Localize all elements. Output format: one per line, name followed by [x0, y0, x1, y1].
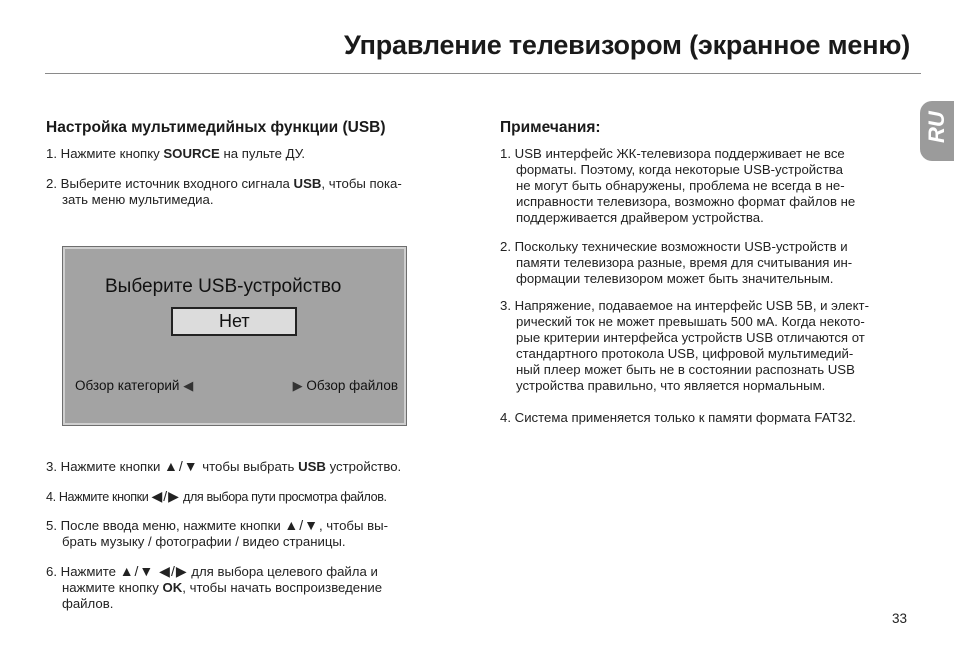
note-text: памяти телевизора разные, время для считывания ин-	[516, 255, 853, 270]
note-text: ный плеер может быть не в состоянии распознать USB	[516, 362, 855, 377]
right-arrow-icon: ▶	[292, 378, 303, 393]
step-text: Выберите источник входного сигнала	[60, 176, 294, 191]
step-number: 2.	[46, 176, 57, 191]
step-5	[46, 517, 466, 550]
step-text: , чтобы начать воспроизведение	[182, 580, 383, 595]
step-keyword: USB	[293, 176, 322, 191]
step-text: чтобы выбрать	[202, 459, 299, 474]
navigation-arrows-icon: ▲/▼ ◀/▶	[119, 563, 188, 579]
note-text: поддерживается драйвером устройства.	[516, 210, 764, 225]
step-text: Нажмите кнопку	[60, 146, 164, 161]
device-option-button[interactable]: Нет	[171, 307, 297, 336]
note-text: Система применяется только к памяти формата FAT32.	[514, 410, 856, 425]
step-text: Нажмите кнопки	[58, 490, 152, 504]
up-down-arrows-icon: ▲/▼	[284, 517, 319, 533]
note-text: Напряжение, подаваемое на интерфейс USB 5В, и элект-	[514, 298, 869, 313]
page-number: 33	[891, 611, 907, 626]
header-divider	[45, 73, 921, 74]
note-text: не могут быть обнаружены, проблема не всегда в не-	[516, 178, 845, 193]
note-number: 3.	[500, 298, 511, 313]
step-text: для выбора целевого файла и	[191, 564, 378, 579]
notes-heading: Примечания:	[500, 119, 601, 136]
step-1	[46, 146, 456, 162]
note-text: стандартного протокола USB, цифровой мультимедий-	[516, 346, 854, 361]
step-number: 4.	[46, 490, 56, 504]
step-number: 3.	[46, 459, 57, 474]
usb-section-heading: Настройка мультимедийных функции (USB)	[46, 119, 386, 136]
note-text: форматы. Поэтому, когда некоторые USB-устройства	[516, 162, 843, 177]
step-number: 5.	[46, 518, 57, 533]
note-3	[500, 298, 920, 394]
browse-files-label: Обзор файлов	[306, 378, 398, 393]
note-text: исправности телевизора, возможно формат файлов не	[516, 194, 856, 209]
step-4	[46, 488, 466, 505]
step-number: 6.	[46, 564, 57, 579]
step-text: После ввода меню, нажмите кнопки	[60, 518, 285, 533]
left-arrow-icon: ◀	[183, 378, 194, 393]
up-down-arrows-icon: ▲/▼	[164, 458, 199, 474]
step-text: брать музыку / фотографии / видео страницы.	[62, 534, 346, 549]
step-text: файлов.	[62, 596, 114, 611]
language-label: RU	[924, 111, 949, 143]
step-keyword: OK	[162, 580, 183, 595]
step-keyword: USB	[298, 459, 326, 474]
screen-title: Выберите USB-устройство	[105, 276, 342, 297]
note-text: рический ток не может превышать 500 мА. Когда некото-	[516, 314, 865, 329]
step-text: , чтобы вы-	[318, 518, 388, 533]
step-keyword: SOURCE	[163, 146, 220, 161]
step-text: Нажмите	[60, 564, 120, 579]
note-text: устройства правильно, что является нормальным.	[516, 378, 826, 393]
step-text: для выбора пути просмотра файлов.	[179, 490, 387, 504]
note-4	[500, 410, 920, 426]
note-text: рые критерии интерфейса устройств USB отличаются от	[516, 330, 865, 345]
browse-files[interactable]	[293, 378, 398, 394]
page-title: Управление телевизором (экранное меню)	[344, 30, 910, 60]
step-number: 1.	[46, 146, 57, 161]
usb-menu-screen	[62, 246, 407, 426]
step-3	[46, 458, 466, 475]
step-text: на пульте ДУ.	[219, 146, 305, 161]
note-number: 1.	[500, 146, 511, 161]
note-number: 4.	[500, 410, 511, 425]
step-text: , чтобы пока-	[321, 176, 402, 191]
step-text: Нажмите кнопки	[60, 459, 165, 474]
note-1	[500, 146, 920, 226]
step-text: зать меню мультимедиа.	[62, 192, 214, 207]
left-right-arrows-icon: ◀/▶	[151, 488, 180, 504]
step-text: устройство.	[325, 459, 402, 474]
step-text: нажмите кнопку	[62, 580, 163, 595]
note-text: формации телевизором может быть значительным.	[516, 271, 834, 286]
step-6	[46, 563, 466, 612]
note-number: 2.	[500, 239, 511, 254]
step-2	[46, 176, 466, 208]
browse-categories-label: Обзор категорий	[75, 378, 180, 393]
browse-categories[interactable]	[75, 378, 193, 394]
language-tab	[920, 101, 954, 161]
note-text: Поскольку технические возможности USB-устройств и	[514, 239, 848, 254]
note-text: USB интерфейс ЖК-телевизора поддерживает не все	[514, 146, 845, 161]
note-2	[500, 239, 920, 287]
